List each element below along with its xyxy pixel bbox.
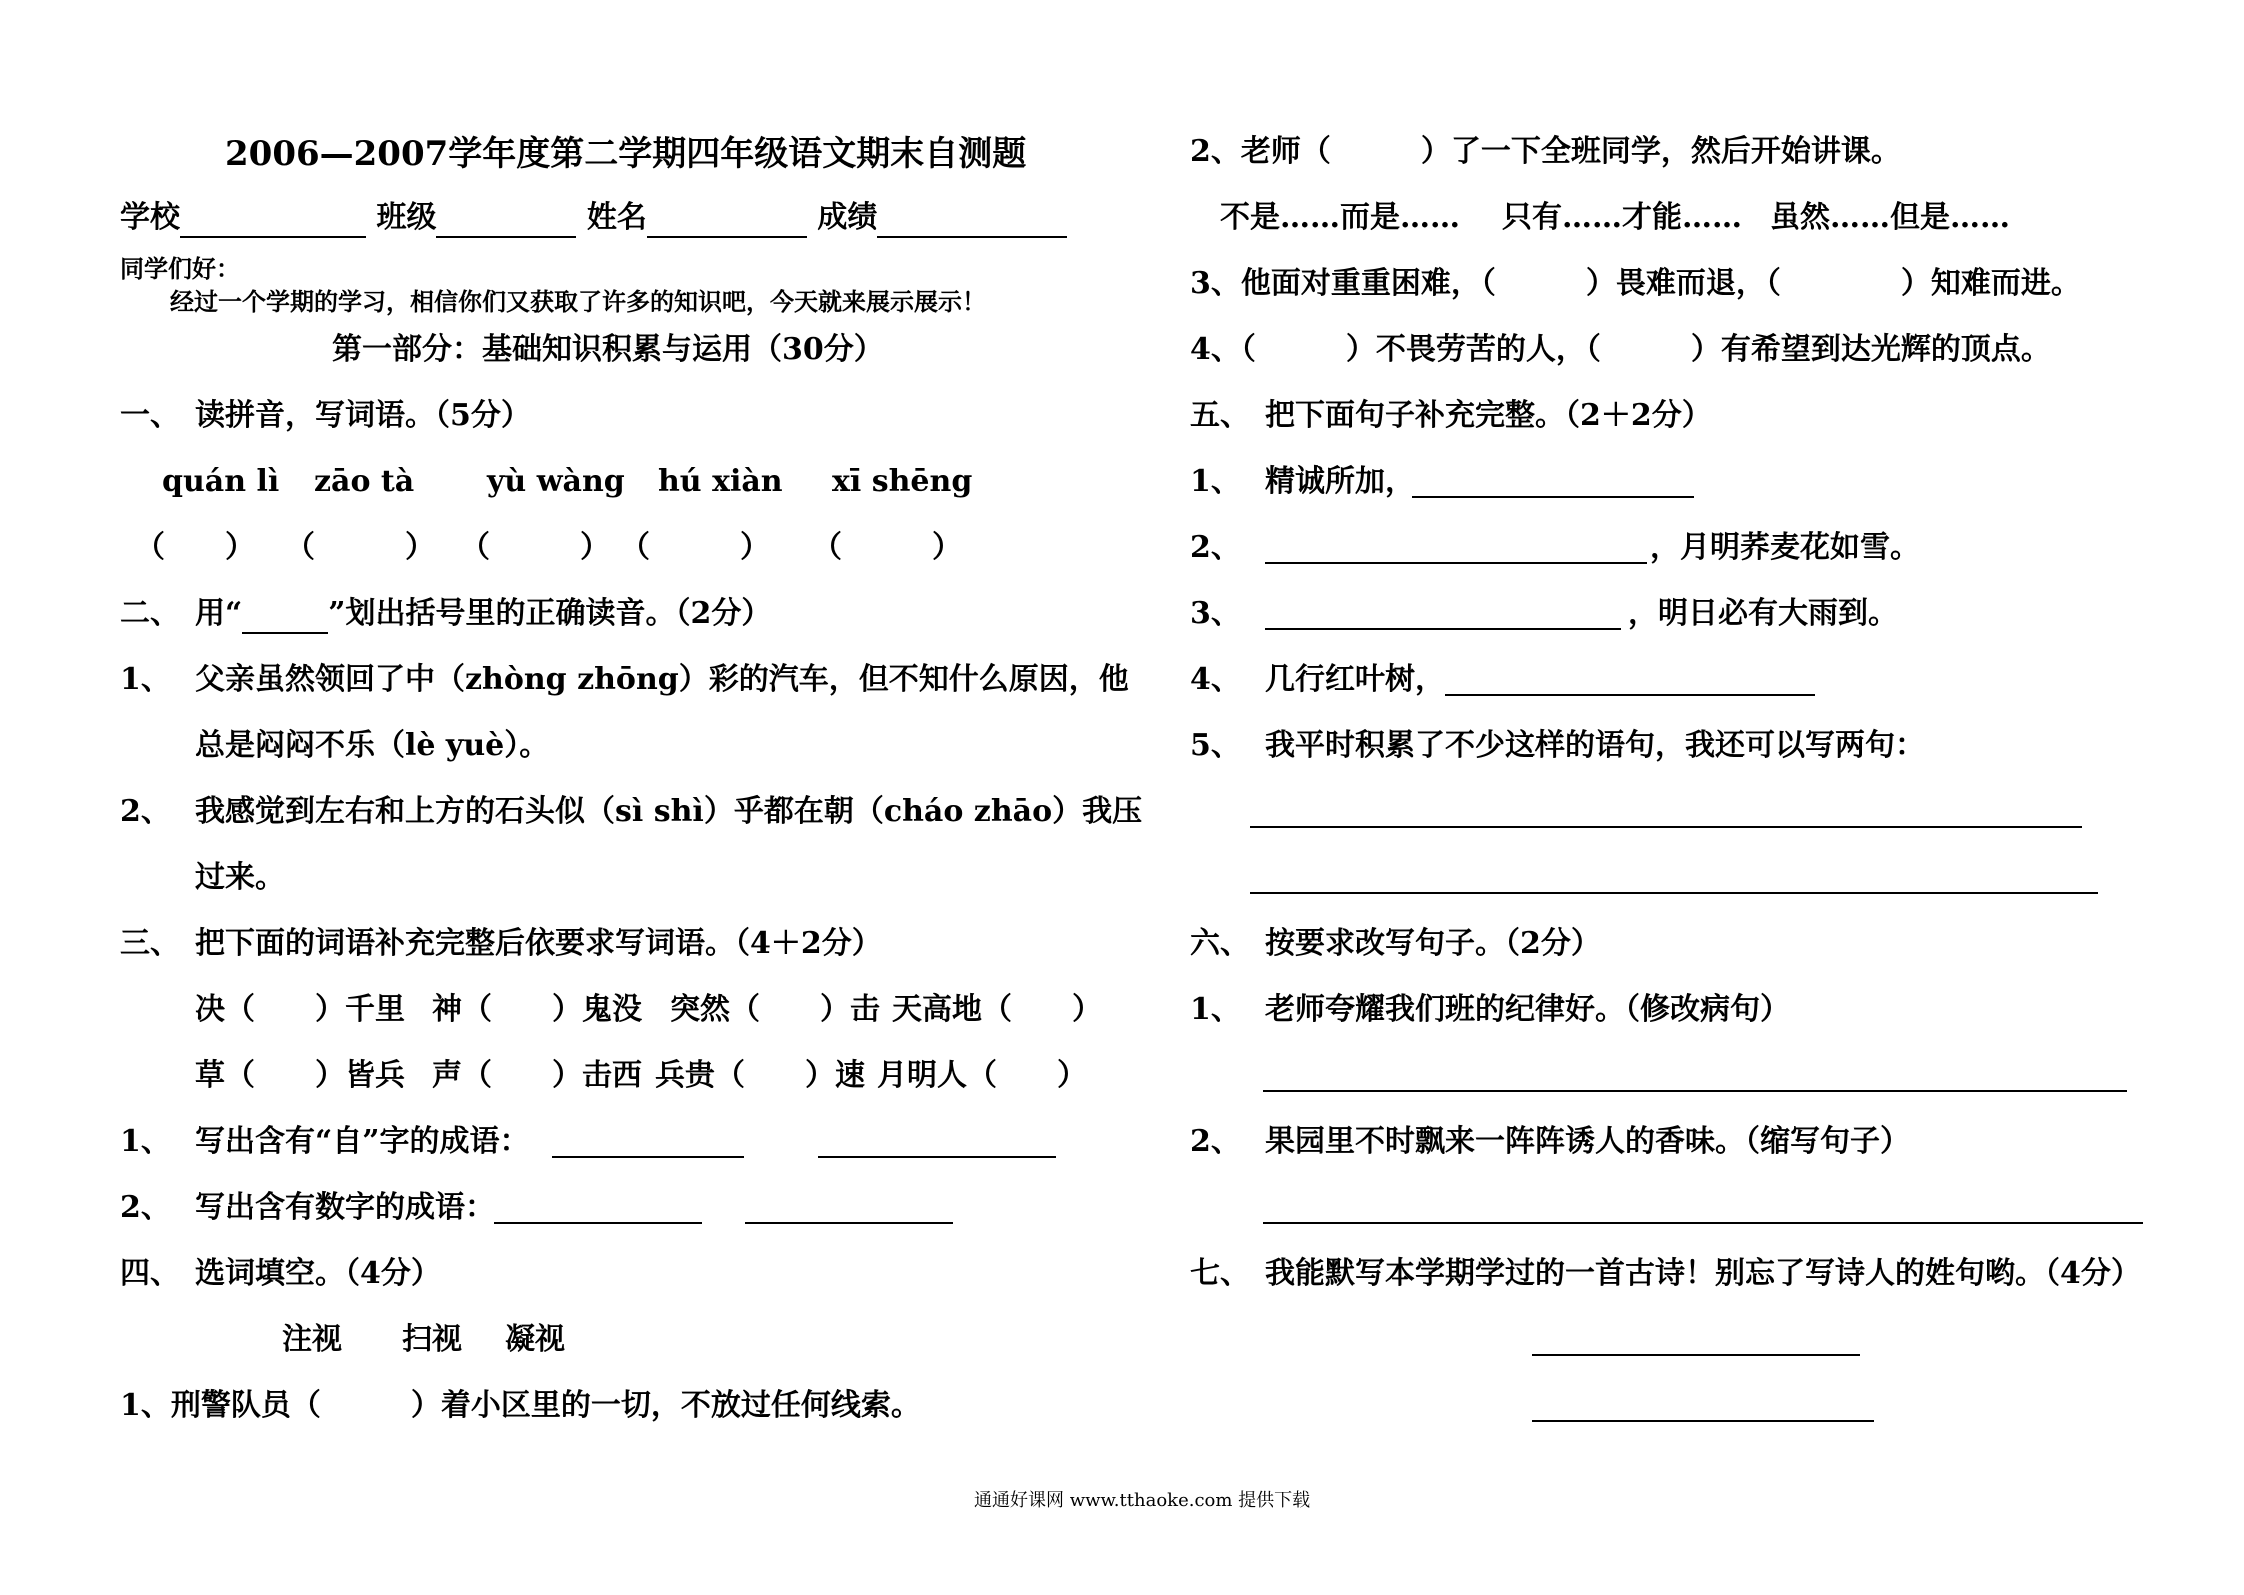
- school-label: 学校: [120, 200, 180, 235]
- s4-question-2: 2、老师（ ）了一下全班同学，然后开始讲课。: [1190, 134, 1901, 169]
- section-1-num: 一、: [120, 398, 180, 433]
- idiom-1[interactable]: 决（ ）千里: [195, 992, 405, 1027]
- s5-item-4-num: 4、: [1190, 662, 1241, 697]
- s3-item-2-blank-2[interactable]: [745, 1222, 953, 1224]
- s3-item-1-blank-1[interactable]: [552, 1156, 744, 1158]
- s5-item-5-num: 5、: [1190, 728, 1241, 763]
- s5-item-1-blank[interactable]: [1412, 496, 1694, 498]
- pinyin-5: xī shēng: [832, 464, 973, 499]
- s3-item-1-blank-2[interactable]: [818, 1156, 1056, 1158]
- pinyin-4: hú xiàn: [658, 464, 783, 499]
- word-choice-1: 注视: [282, 1322, 342, 1357]
- s3-item-1-num: 1、: [120, 1124, 171, 1159]
- section-3-num: 三、: [120, 926, 180, 961]
- word-choice-2: 扫视: [402, 1322, 462, 1357]
- conj-choice-2: 只有……才能……: [1502, 200, 1742, 235]
- header-fields: [120, 198, 1067, 238]
- idiom-5[interactable]: 草（ ）皆兵: [195, 1058, 405, 1093]
- section-7-heading: 我能默写本学期学过的一首古诗！别忘了写诗人的姓句哟。（4分）: [1265, 1256, 2141, 1291]
- s5-item-1-text: 精诚所加，: [1265, 464, 1415, 499]
- s5-item-2-text: ，月明荞麦花如雪。: [1650, 530, 1920, 565]
- conj-choice-1: 不是……而是……: [1220, 200, 1460, 235]
- score-blank[interactable]: [877, 206, 1067, 238]
- school-blank[interactable]: [180, 206, 366, 238]
- name-blank[interactable]: [647, 206, 807, 238]
- s5-item-2-blank[interactable]: [1265, 562, 1647, 564]
- word-choice-3: 凝视: [505, 1322, 565, 1357]
- class-blank[interactable]: [436, 206, 576, 238]
- s4-question-3: 3、他面对重重困难，（ ）畏难而退，（ ）知难而进。: [1190, 266, 2081, 301]
- s2-item-2-line2: 过来。: [195, 860, 285, 895]
- s5-item-2-num: 2、: [1190, 530, 1241, 565]
- conj-choice-3: 虽然……但是……: [1770, 200, 2010, 235]
- section-4-heading: 选词填空。（4分）: [195, 1256, 441, 1291]
- s5-item-3-blank[interactable]: [1265, 628, 1621, 630]
- section-2-num: 二、: [120, 596, 180, 631]
- s7-blank-1[interactable]: [1532, 1354, 1860, 1356]
- s6-item-2-text: 果园里不时飘来一阵阵诱人的香味。（缩写句子）: [1265, 1124, 1910, 1159]
- s6-item-1-blank[interactable]: [1263, 1090, 2127, 1092]
- section-5-heading: 把下面句子补充完整。（2＋2分）: [1265, 398, 1712, 433]
- idiom-2[interactable]: 神（ ）鬼没: [432, 992, 642, 1027]
- pinyin-bracket-3[interactable]: （ ）: [460, 530, 610, 565]
- pinyin-2: zāo tà: [314, 464, 415, 499]
- s3-item-2-num: 2、: [120, 1190, 171, 1225]
- section-7-num: 七、: [1190, 1256, 1250, 1291]
- pinyin-bracket-2[interactable]: （ ）: [285, 530, 435, 565]
- pinyin-bracket-1[interactable]: （ ）: [135, 530, 255, 565]
- s5-item-5-blank-2[interactable]: [1250, 892, 2098, 894]
- section-1-heading: 读拼音，写词语。（5分）: [195, 398, 531, 433]
- s2-item-1-num: 1、: [120, 662, 171, 697]
- s5-item-5-text: 我平时积累了不少这样的语句，我还可以写两句：: [1265, 728, 1925, 763]
- s5-item-4-blank[interactable]: [1445, 694, 1815, 696]
- section-2-heading: 用“ ”划出括号里的正确读音。（2分）: [195, 594, 771, 634]
- s5-item-4-text: 几行红叶树，: [1265, 662, 1445, 697]
- s6-item-1-num: 1、: [1190, 992, 1241, 1027]
- score-label: 成绩: [817, 200, 878, 235]
- s6-item-2-num: 2、: [1190, 1124, 1241, 1159]
- section-4-num: 四、: [120, 1256, 180, 1291]
- idiom-8[interactable]: 月明人（ ）: [877, 1058, 1087, 1093]
- s7-blank-2[interactable]: [1532, 1420, 1874, 1422]
- s5-item-1-num: 1、: [1190, 464, 1241, 499]
- idiom-6[interactable]: 声（ ）击西: [432, 1058, 642, 1093]
- s3-item-1-text: 写出含有“自”字的成语：: [195, 1124, 530, 1159]
- s5-item-3-text: ，明日必有大雨到。: [1628, 596, 1898, 631]
- idiom-7[interactable]: 兵贵（ ）速: [655, 1058, 865, 1093]
- s4-question-4: 4、（ ）不畏劳苦的人，（ ）有希望到达光辉的顶点。: [1190, 332, 2051, 367]
- pinyin-bracket-4[interactable]: （ ）: [620, 530, 770, 565]
- pinyin-3: yù wàng: [487, 464, 625, 499]
- section-3-heading: 把下面的词语补充完整后依要求写词语。（4＋2分）: [195, 926, 882, 961]
- s3-item-2-text: 写出含有数字的成语：: [195, 1190, 495, 1225]
- s2-item-2-line1: 我感觉到左右和上方的石头似（sì shì）乎都在朝（cháo zhāo）我压: [195, 794, 1143, 829]
- s5-item-3-num: 3、: [1190, 596, 1241, 631]
- s6-item-1-text: 老师夸耀我们班的纪律好。（修改病句）: [1265, 992, 1790, 1027]
- s6-item-2-blank[interactable]: [1263, 1222, 2143, 1224]
- underline-sample: [242, 608, 328, 634]
- section-6-num: 六、: [1190, 926, 1250, 961]
- section-6-heading: 按要求改写句子。（2分）: [1265, 926, 1601, 961]
- idiom-4[interactable]: 天高地（ ）: [892, 992, 1102, 1027]
- name-label: 姓名: [586, 200, 647, 235]
- s5-item-5-blank-1[interactable]: [1250, 826, 2082, 828]
- intro-text: 经过一个学期的学习，相信你们又获取了许多的知识吧，今天就来展示展示！: [170, 287, 986, 316]
- footer-credit: 通通好课网 www.tthaoke.com 提供下载: [974, 1490, 1311, 1511]
- s4-question-1: 1、刑警队员（ ）着小区里的一切，不放过任何线索。: [120, 1388, 921, 1423]
- page-title: 2006—2007学年度第二学期四年级语文期末自测题: [225, 134, 1027, 174]
- s2-item-1-line2: 总是闷闷不乐（lè yuè）。: [195, 728, 550, 763]
- part1-heading: 第一部分：基础知识积累与运用（30分）: [332, 332, 884, 367]
- s2-item-2-num: 2、: [120, 794, 171, 829]
- s2-item-1-line1: 父亲虽然领回了中（zhòng zhōng）彩的汽车，但不知什么原因，他: [195, 662, 1129, 697]
- section-5-num: 五、: [1190, 398, 1250, 433]
- pinyin-1: quán lì: [162, 464, 280, 499]
- idiom-3[interactable]: 突然（ ）击: [670, 992, 880, 1027]
- greeting: 同学们好：: [120, 254, 240, 283]
- class-label: 班级: [376, 200, 437, 235]
- s3-item-2-blank-1[interactable]: [494, 1222, 702, 1224]
- pinyin-bracket-5[interactable]: （ ）: [812, 530, 962, 565]
